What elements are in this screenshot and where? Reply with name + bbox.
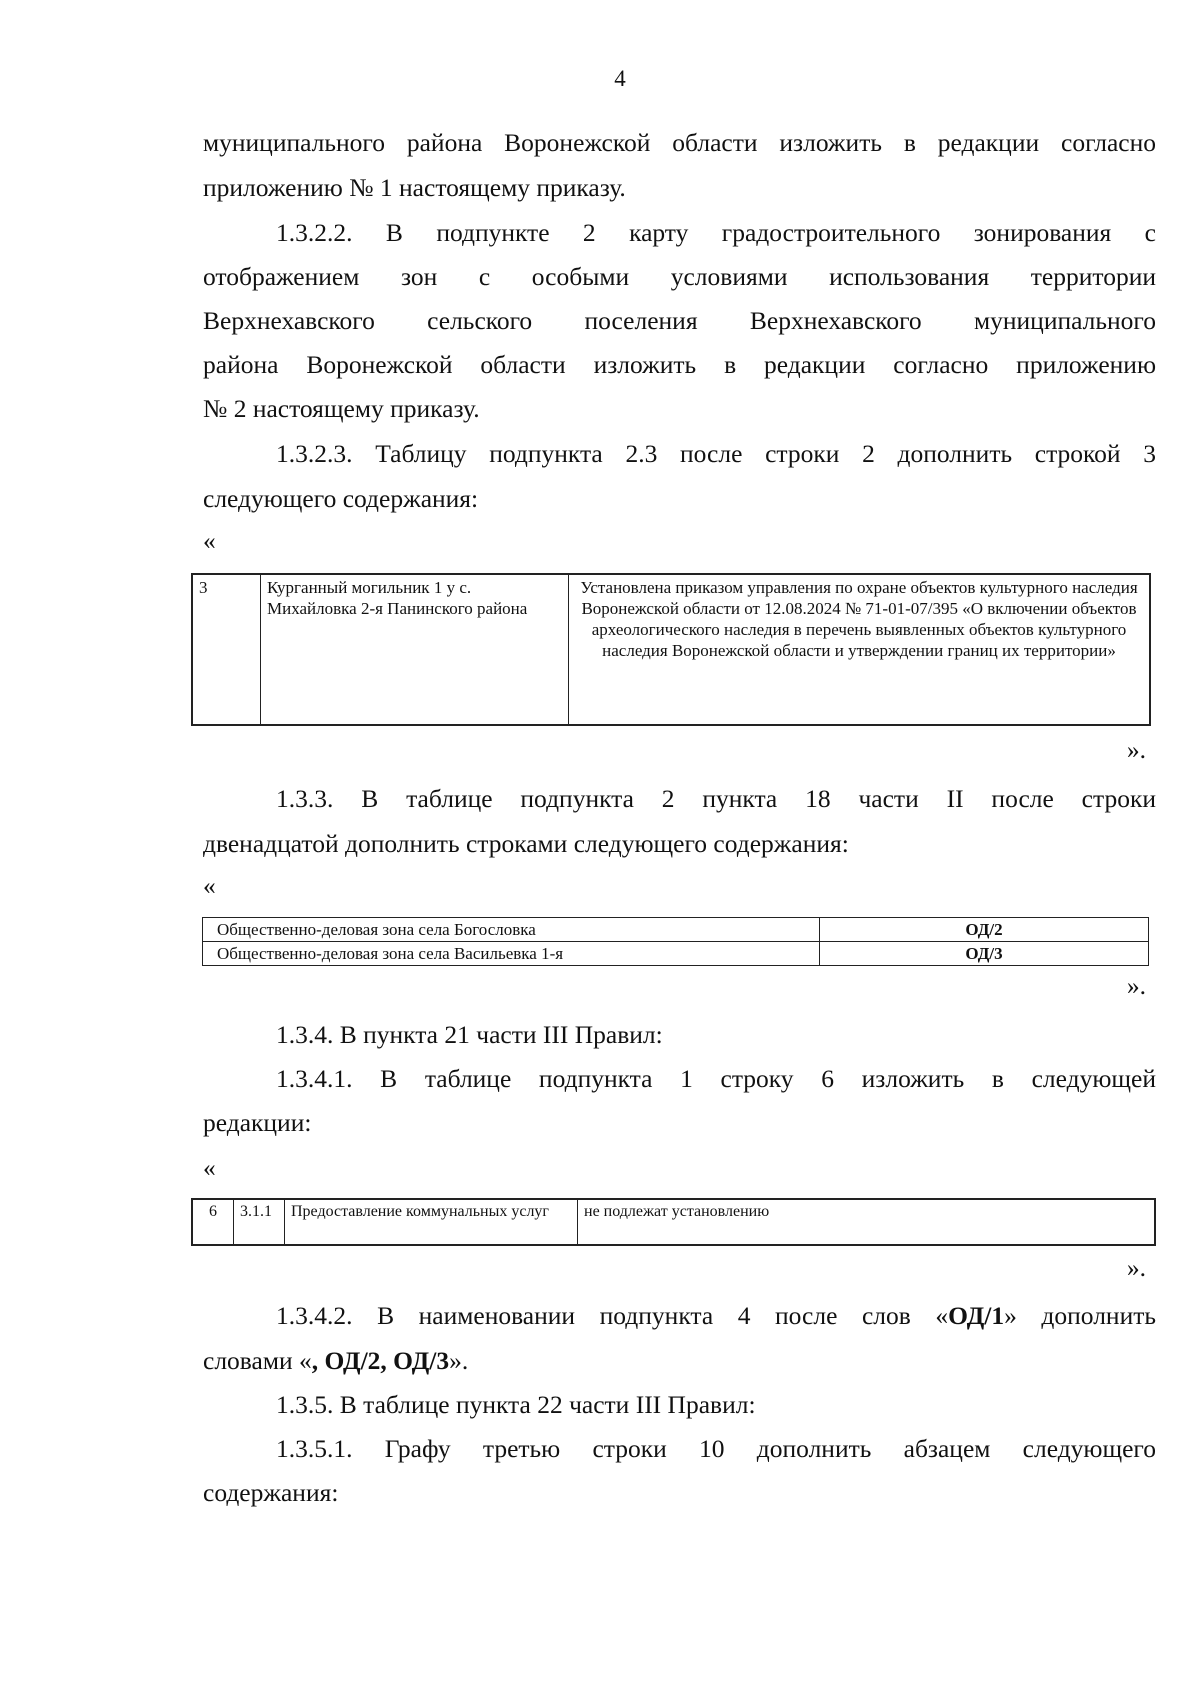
para-2-line-4: района Воронежской области изложить в редакции согласно приложению xyxy=(203,350,1156,379)
monument-number-cell: 3 xyxy=(192,574,261,725)
para-2-line-2: отображением зон с особыми условиями использования территории xyxy=(203,262,1156,291)
zone-code-cell: ОД/2 xyxy=(820,918,1149,942)
para-3-line-2: следующего содержания: xyxy=(203,484,479,513)
para-2-line-5: № 2 настоящему приказу. xyxy=(203,394,480,423)
table-row xyxy=(192,1199,1155,1245)
para-7-line-1 xyxy=(276,1294,1156,1338)
page-number: 4 xyxy=(614,66,626,91)
para-6-line-1: 1.3.4.1. В таблице подпункта 1 строку 6 изложить в следующей xyxy=(276,1064,1156,1093)
para-9-line-2: содержания: xyxy=(203,1478,339,1507)
para-7-line-2 xyxy=(203,1339,1156,1383)
para-4-line-2: двенадцатой дополнить строками следующего содержания: xyxy=(203,829,849,858)
monument-table xyxy=(191,573,1151,726)
table-row xyxy=(203,942,1149,966)
utility-value-cell: не подлежат установлению xyxy=(578,1199,1156,1245)
para-1-line-2: приложению № 1 настоящему приказу. xyxy=(203,173,626,202)
quote-open-2: « xyxy=(203,871,216,900)
table-row xyxy=(192,574,1150,725)
utility-code-cell: 3.1.1 xyxy=(234,1199,285,1245)
para-3-line-1: 1.3.2.3. Таблицу подпункта 2.3 после строки 2 дополнить строкой 3 xyxy=(276,439,1156,468)
para-4-line-1: 1.3.3. В таблице подпункта 2 пункта 18 части II после строки xyxy=(276,784,1156,813)
para-7-text-c: словами « xyxy=(203,1346,312,1375)
zone-code-cell: ОД/3 xyxy=(820,942,1149,966)
utility-table xyxy=(191,1198,1156,1246)
zone-name-cell: Общественно-деловая зона села Богословка xyxy=(203,918,820,942)
quote-close-2: ». xyxy=(1126,971,1146,1000)
monument-basis-cell: Установлена приказом управления по охране объектов культурного наследия Воронежской области от 12.08.2024 № 71-01-07/395 «О включении объектов археологического наследия в перечень выявленных объектов культурного наследия Воронежской области и утверждении границ их территории» xyxy=(569,574,1151,725)
para-5: 1.3.4. В пункта 21 части III Правил: xyxy=(276,1020,663,1049)
para-7-text-b: » дополнить xyxy=(1004,1301,1157,1330)
para-9-line-1: 1.3.5.1. Графу третью строки 10 дополнить абзацем следующего xyxy=(276,1434,1156,1463)
quote-close-3: ». xyxy=(1126,1253,1146,1282)
para-1-line-1: муниципального района Воронежской области изложить в редакции согласно xyxy=(203,128,1156,157)
para-6-line-2: редакции: xyxy=(203,1108,312,1137)
zone-name-cell: Общественно-деловая зона села Васильевка 1-я xyxy=(203,942,820,966)
para-2-line-1: 1.3.2.2. В подпункте 2 карту градостроительного зонирования с xyxy=(276,218,1156,247)
quote-open-3: « xyxy=(203,1153,216,1182)
para-7-text-d: ». xyxy=(449,1346,469,1375)
para-7-bold-a: ОД/1 xyxy=(948,1301,1005,1330)
para-7-text-a: 1.3.4.2. В наименовании подпункта 4 после слов « xyxy=(276,1301,949,1330)
quote-close-1: ». xyxy=(1126,735,1146,764)
monument-name-cell: Курганный могильник 1 у с. Михайловка 2-я Панинского района xyxy=(261,574,569,725)
utility-number-cell: 6 xyxy=(192,1199,234,1245)
para-8: 1.3.5. В таблице пункта 22 части III Правил: xyxy=(276,1390,756,1419)
para-2-line-3: Верхнехавского сельского поселения Верхнехавского муниципального xyxy=(203,306,1156,335)
para-7-bold-b: , ОД/2, ОД/3 xyxy=(311,1346,450,1375)
quote-open-1: « xyxy=(203,526,216,555)
table-row xyxy=(203,918,1149,942)
zones-table xyxy=(202,917,1149,966)
utility-name-cell: Предоставление коммунальных услуг xyxy=(285,1199,578,1245)
